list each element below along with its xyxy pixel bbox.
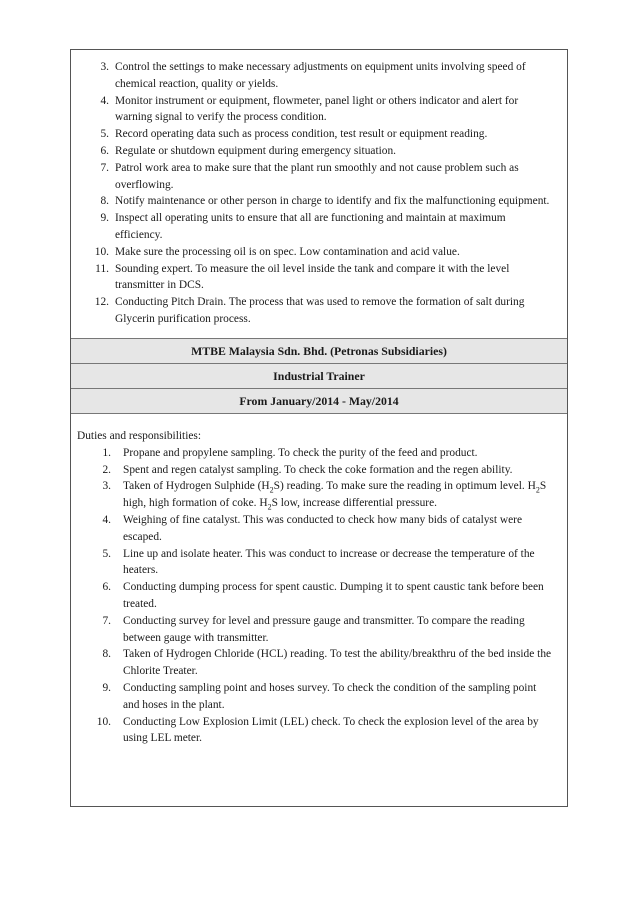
list-item [71, 294, 567, 328]
item-text: Record operating data such as process condition, test result or equipment reading. [115, 128, 488, 141]
list-item [71, 445, 567, 462]
item-text: Weighing of fine catalyst. This was conducted to check how many bids of catalyst were escaped. [123, 513, 523, 543]
item-text: Line up and isolate heater. This was conduct to increase or decrease the temperature of the heaters. [123, 547, 535, 577]
item-number: 4. [102, 513, 111, 526]
list-item [71, 244, 567, 261]
item-number: 3. [100, 61, 109, 73]
item-number: 11. [95, 262, 109, 275]
item-text: Spent and regen catalyst sampling. To check the coke formation and the regen ability. [123, 463, 513, 476]
responsibilities-list [71, 59, 567, 328]
period-header: From January/2014 - May/2014 [71, 389, 567, 414]
item-text: Conducting survey for level and pressure gauge and transmitter. To compare the reading between gauge with transmitter. [123, 614, 525, 644]
item-text: Monitor instrument or equipment, flowmeter, panel light or others indicator and alert for warning signal to verify the process condition. [115, 94, 519, 124]
list-item [71, 680, 567, 714]
list-item [71, 462, 567, 479]
company-header: MTBE Malaysia Sdn. Bhd. (Petronas Subsidiaries) [71, 339, 567, 364]
list-item [71, 261, 567, 295]
item-number: 7. [102, 614, 111, 627]
item-number: 10. [94, 245, 109, 258]
item-text: Conducting Pitch Drain. The process that was used to remove the formation of salt during Glycerin purification process. [115, 296, 525, 325]
item-text: Inspect all operating units to ensure that all are functioning and maintain at maximum efficiency. [115, 212, 506, 241]
item-text: Regulate or shutdown equipment during emergency situation. [115, 144, 397, 157]
item-text: Conducting dumping process for spent caustic. Dumping it to spent caustic tank before been treated. [123, 581, 544, 610]
list-item [71, 126, 567, 143]
item-number: 2. [102, 463, 111, 476]
item-text: Patrol work area to make sure that the plant run smoothly and not cause problem such as overflowing. [115, 161, 519, 191]
list-item [71, 59, 567, 93]
duties-cell [71, 414, 567, 806]
list-item [71, 512, 567, 546]
list-item [71, 193, 567, 210]
item-number: 5. [102, 547, 111, 560]
list-item [71, 646, 567, 680]
item-text: Notify maintenance or other person in charge to identify and fix the malfunctioning equipment. [115, 195, 550, 208]
position-header: Industrial Trainer [71, 364, 567, 389]
list-item [71, 714, 567, 748]
duties-heading: Duties and responsibilities: [77, 430, 202, 442]
list-item [71, 579, 567, 613]
list-item [71, 143, 567, 160]
item-number: 8. [100, 195, 109, 208]
list-item [71, 160, 567, 194]
item-number: 4. [100, 94, 109, 107]
duties-list [71, 445, 567, 747]
item-number: 9. [100, 212, 109, 225]
list-item [71, 478, 567, 512]
item-number: 7. [100, 161, 109, 174]
responsibilities-cell [71, 50, 567, 339]
item-text: Conducting Low Explosion Limit (LEL) check. To check the explosion level of the area by using LEL meter. [123, 715, 539, 745]
item-number: 8. [102, 648, 111, 661]
item-number: 1. [102, 446, 111, 459]
item-text: Taken of Hydrogen Sulphide $(H_2S)$ reading. To make sure the reading in optimum level. $H_2S$ high, high formation of coke. $H_2S$ low, increase differential pressure. [123, 480, 547, 512]
item-number: 3. [102, 480, 111, 493]
item-number: 5. [100, 128, 109, 141]
item-number: 9. [102, 681, 111, 694]
item-text: Control the settings to make necessary adjustments on equipment units involving speed of chemical reaction, quality or yields. [115, 61, 526, 90]
list-item [71, 93, 567, 127]
list-item [71, 546, 567, 580]
item-number: 6. [100, 144, 109, 157]
item-text: Taken of Hydrogen Chloride (HCL) reading. To test the ability/breakthru of the bed inside the Chlorite Treater. [123, 648, 552, 678]
item-number: 10. [96, 715, 111, 728]
list-item [71, 210, 567, 244]
list-item [71, 613, 567, 647]
item-number: 12. [94, 296, 109, 309]
item-text: Conducting sampling point and hoses survey. To check the condition of the sampling point and hoses in the plant. [123, 681, 537, 711]
item-text: Sounding expert. To measure the oil level inside the tank and compare it with the level transmitter in DCS. [115, 262, 510, 292]
item-number: 6. [102, 581, 111, 594]
item-text: Propane and propylene sampling. To check the purity of the feed and product. [123, 446, 478, 459]
item-text: Make sure the processing oil is on spec. Low contamination and acid value. [115, 245, 460, 258]
experience-table [70, 49, 568, 807]
